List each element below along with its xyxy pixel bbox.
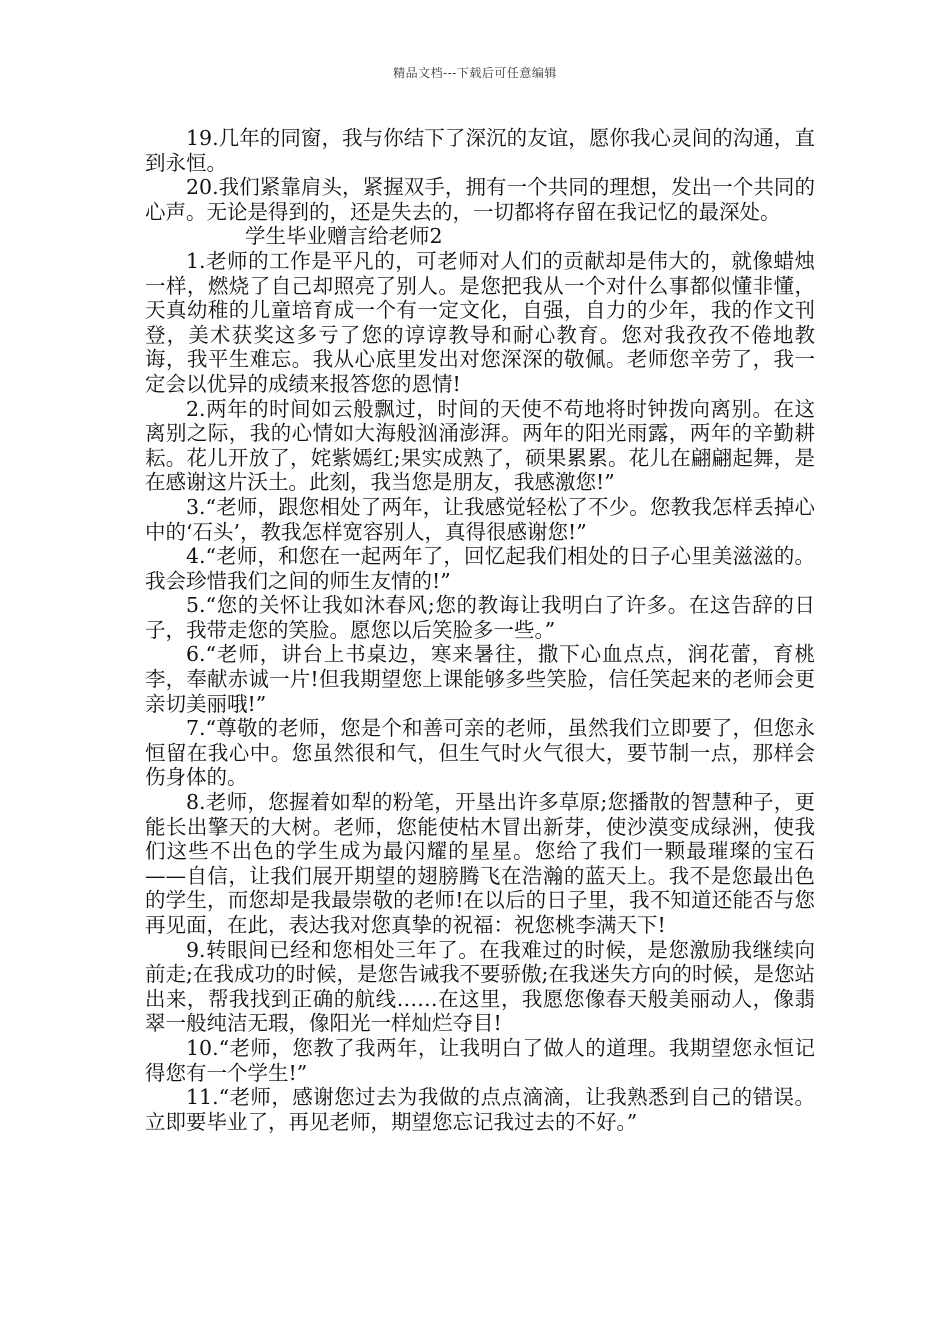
document-body [145, 126, 815, 1134]
paragraph-5: 5.“您的关怀让我如沐春风;您的教诲让我明白了许多。在这告辞的日子，我带走您的笑脸。愿您以后笑脸多一些。” [145, 593, 815, 642]
paragraph-6: 6.“老师，讲台上书桌边，寒来暑往，撒下心血点点，润花蕾，育桃李，奉献赤诚一片!但我期望您上课能够多些笑脸，信任笑起来的老师会更亲切美丽哦!” [145, 642, 815, 716]
paragraph-7: 7.“尊敬的老师，您是个和善可亲的老师，虽然我们立即要了，但您永恒留在我心中。您虽然很和气，但生气时火气很大，要节制一点，那样会伤身体的。 [145, 716, 815, 790]
page-header: 精品文档---下载后可任意编辑 [393, 66, 557, 80]
paragraph-8: 8.老师，您握着如犁的粉笔，开垦出许多草原;您播散的智慧种子，更能长出擎天的大树。老师，您能使枯木冒出新芽，使沙漠变成绿洲，使我们这些不出色的学生成为最闪耀的星星。您给了我们一颗最璀璨的宝石——自信，让我们展开期望的翅膀腾飞在浩瀚的蓝天上。我不是您最出色的学生，而您却是我最崇敬的老师!在以后的日子里，我不知道还能否与您再见面，在此，表达我对您真挚的祝福：祝您桃李满天下! [145, 790, 815, 937]
paragraph-1: 1.老师的工作是平凡的，可老师对人们的贡献却是伟大的，就像蜡烛一样，燃烧了自己却照亮了别人。是您把我从一个对什么事都似懂非懂，天真幼稚的儿童培育成一个有一定文化，自强，自力的少年，我的作文刊登，美术获奖这多亏了您的谆谆教导和耐心教育。您对我孜孜不倦地教诲，我平生难忘。我从心底里发出对您深深的敬佩。老师您辛劳了，我一定会以优异的成绩来报答您的恩情! [145, 248, 815, 396]
paragraph-3: 3.“老师，跟您相处了两年，让我感觉轻松了不少。您教我怎样丢掉心中的‘石头’，教我怎样宽容别人，真得很感谢您!” [145, 494, 815, 544]
paragraph-20: 20.我们紧靠肩头，紧握双手，拥有一个共同的理想，发出一个共同的心声。无论是得到的，还是失去的，一切都将存留在我记忆的最深处。 [145, 175, 815, 224]
section-title: 学生毕业赠言给老师2 [245, 224, 443, 249]
paragraph-11: 11.“老师，感谢您过去为我做的点点滴滴，让我熟悉到自己的错误。立即要毕业了，再见老师，期望您忘记我过去的不好。” [145, 1085, 815, 1134]
paragraph-4: 4.“老师，和您在一起两年了，回忆起我们相处的日子心里美滋滋的。我会珍惜我们之间的师生友情的!” [145, 544, 815, 593]
paragraph-2: 2.两年的时间如云般飘过，时间的天使不苟地将时钟拨向离别。在这离别之际，我的心情如大海般汹涌澎湃。两年的阳光雨露，两年的辛勤耕耘。花儿开放了，姹紫嫣红;果实成熟了，硕果累累。花儿在翩翩起舞，是在感谢这片沃土。此刻，我当您是朋友，我感激您!” [145, 396, 815, 495]
paragraph-9: 9.转眼间已经和您相处三年了。在我难过的时候，是您激励我继续向前走;在我成功的时候，是您告诫我不要骄傲;在我迷失方向的时候，是您站出来，帮我找到正确的航线……在这里，我愿您像春天般美丽动人，像翡翠一般纯洁无瑕，像阳光一样灿烂夺目! [145, 937, 815, 1036]
paragraph-19: 19.几年的同窗，我与你结下了深沉的友谊，愿你我心灵间的沟通，直到永恒。 [145, 126, 815, 175]
paragraph-10: 10.“老师，您教了我两年，让我明白了做人的道理。我期望您永恒记得您有一个学生!” [145, 1035, 815, 1085]
